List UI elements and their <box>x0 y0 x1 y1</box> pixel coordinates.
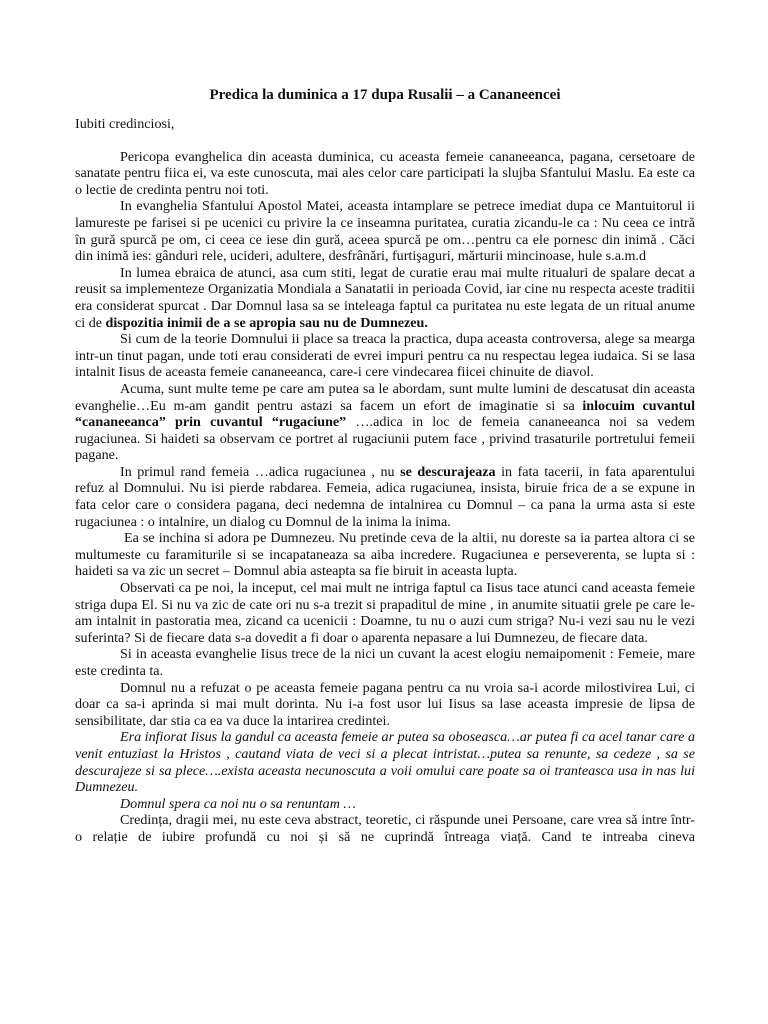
paragraph <box>75 729 695 795</box>
paragraph-text: in fata tacerii, in fata aparentului refuz al Domnului. Nu isi pierde rabdarea. Femeia, adica rugaciunea, insista, biruie frica de a se expune in fata celor care o considera pagana, deci nedemna de intalnirea cu Domnul – ca pana la urma asta si este rugaciunea : o intalnire, un dialog cu Domnul de la inima la inima. <box>75 463 695 530</box>
paragraph-text: Si in aceasta evanghelie Iisus trece de la nici un cuvant la acest elogiu nemaipomenit : Femeie, mare este credinta ta. <box>75 646 695 679</box>
paragraph-text: Si cum de la teorie Domnului ii place sa treaca la practica, dupa aceasta controversa, alege sa mearga intr-un tinut pagan, unde toti erau considerati de evrei impuri pentru ca nu respectau legea iudaica. Si se lasa intalnit Iisus de aceasta femeie cananeeanca, care-i cere vindecarea fiicei chinuite de diavol. <box>75 331 695 381</box>
paragraph <box>75 149 695 199</box>
paragraph-text: Ea se inchina si adora pe Dumnezeu. Nu pretinde ceva de la altii, nu doreste sa ia partea altora ci se multumeste cu faramiturile si se incapataneaza sa aiba incredere. Rugaciunea e perseverenta, se lupta si : haideti sa va zic un secret – Domnul abia asteapta sa fie biruit in aceasta lupta. <box>75 530 695 580</box>
bold-text: se descurajeaza <box>400 463 496 480</box>
paragraph-text: Pericopa evanghelica din aceasta duminica, cu aceasta femeie cananeeanca, pagana, cersetoare de sanatate pentru fiica ei, va este cunoscuta, mai ales celor care participati la slujba Sfantului Maslu. Ea este ca o lectie de credinta pentru noi toti. <box>75 148 695 198</box>
paragraph <box>75 265 695 331</box>
salutation: Iubiti credinciosi, <box>75 116 175 132</box>
paragraph-text: Acuma, sunt multe teme pe care am putea sa le abordam, sunt multe lumini de descatusat din aceasta evanghelie…Eu m-am gandit pentru astazi sa facem un efort de imaginatie si sa <box>75 380 695 414</box>
paragraph-text: Domnul spera ca noi nu o sa renuntam … <box>120 795 356 812</box>
document-title: Predica la duminica a 17 dupa Rusalii – a Cananeencei <box>209 87 561 103</box>
paragraph-text: In primul rand femeia …adica rugaciunea , nu <box>120 463 401 480</box>
paragraph-text: Credința, dragii mei, nu este ceva abstract, teoretic, ci răspunde unei Persoane, care vrea să intre într-o relație de iubire profundă cu noi și să ne cuprindă întreaga viață. Cand te intreaba cineva <box>75 812 695 845</box>
paragraph-text: Domnul nu a refuzat o pe aceasta femeie pagana pentru ca nu vroia sa-i acorde milostivirea Lui, ci doar ca sa-i aprinda si mai mult dorinta. Nu i-a fost usor lui Iisus sa lase aceasta impresie de lipsa de sensibilitate, dar stia ca ea va duce la intarirea credintei. <box>75 679 695 729</box>
bold-text: inlocuim cuvantul “cananeeanca” prin cuvantul “rugaciune” <box>75 397 695 431</box>
paragraph <box>75 198 695 264</box>
paragraph-text: Era infiorat Iisus la gandul ca aceasta femeie ar putea sa oboseasca…ar putea fi ca acel tanar care a venit entuziast la Hristos , cautand viata de veci si a plecat intristat…putea sa renunte, sa cedeze , sa se descurajeze si sa plece….exista aceasta necunoscuta a voii omului care poate sa oi tranteasca usa in nas lui Dumnezeu. <box>75 729 695 796</box>
paragraph <box>75 796 695 813</box>
paragraph <box>75 381 695 464</box>
paragraph-text: In evanghelia Sfantului Apostol Matei, aceasta intamplare se petrece imediat dupa ce Mantuitorul ii lamureste pe farisei si pe ucenici cu privire la ce inseamna puritatea, curatia zicandu-le ca : Nu ceea ce intră în gură spurcă pe om, ci ceea ce iese din gură, aceea spurcă pe om…pentru ca ele pornesc din inimă . Căci din inimă ies: gânduri rele, ucideri, adultere, desfrânări, furtişaguri, mărturii mincinoase, hule s.a.m.d <box>75 198 695 265</box>
paragraph <box>75 680 695 730</box>
paragraph <box>75 812 695 845</box>
paragraph-text: In lumea ebraica de atunci, asa cum stiti, legat de curatie erau mai multe ritualuri de spalare decat a reusit sa implementeze Organizatia Mondiala a Sanatatii in perioada Covid, iar cine nu respecta aceste traditii era considerat spurcat . Dar Domnul lasa sa se inteleaga faptul ca puritatea nu este legata de un ritual anume ci de <box>75 264 695 331</box>
paragraph <box>75 646 695 679</box>
paragraph-text: ….adica in loc de femeia cananeeanca noi sa vedem rugaciunea. Si haideti sa observam ce portret al rugaciunii putem face , privind trasaturile portretului femeii pagane. <box>75 414 696 464</box>
paragraph <box>75 331 695 381</box>
bold-text: dispozitia inimii de a se apropia sau nu de Dumnezeu. <box>105 314 428 331</box>
document-body <box>75 149 695 846</box>
paragraph <box>75 580 695 646</box>
paragraph <box>75 464 695 530</box>
paragraph <box>75 530 695 580</box>
paragraph-text: Observati ca pe noi, la inceput, cel mai mult ne intriga faptul ca Iisus tace atunci cand aceasta femeie striga dupa El. Si nu va zic de cate ori nu s-a trezit si prapaditul de mine , in anumite situatii grele pe care le-am intalnit in pastoratia mea, zicand ca ucenicii : Doamne, tu nu o auzi cum striga? Nu-i vezi sau nu le vezi suferinta? Si de fiecare data s-a dovedit a fi doar o aparenta nepasare a lui Dumnezeu, de fiecare data. <box>75 580 695 646</box>
